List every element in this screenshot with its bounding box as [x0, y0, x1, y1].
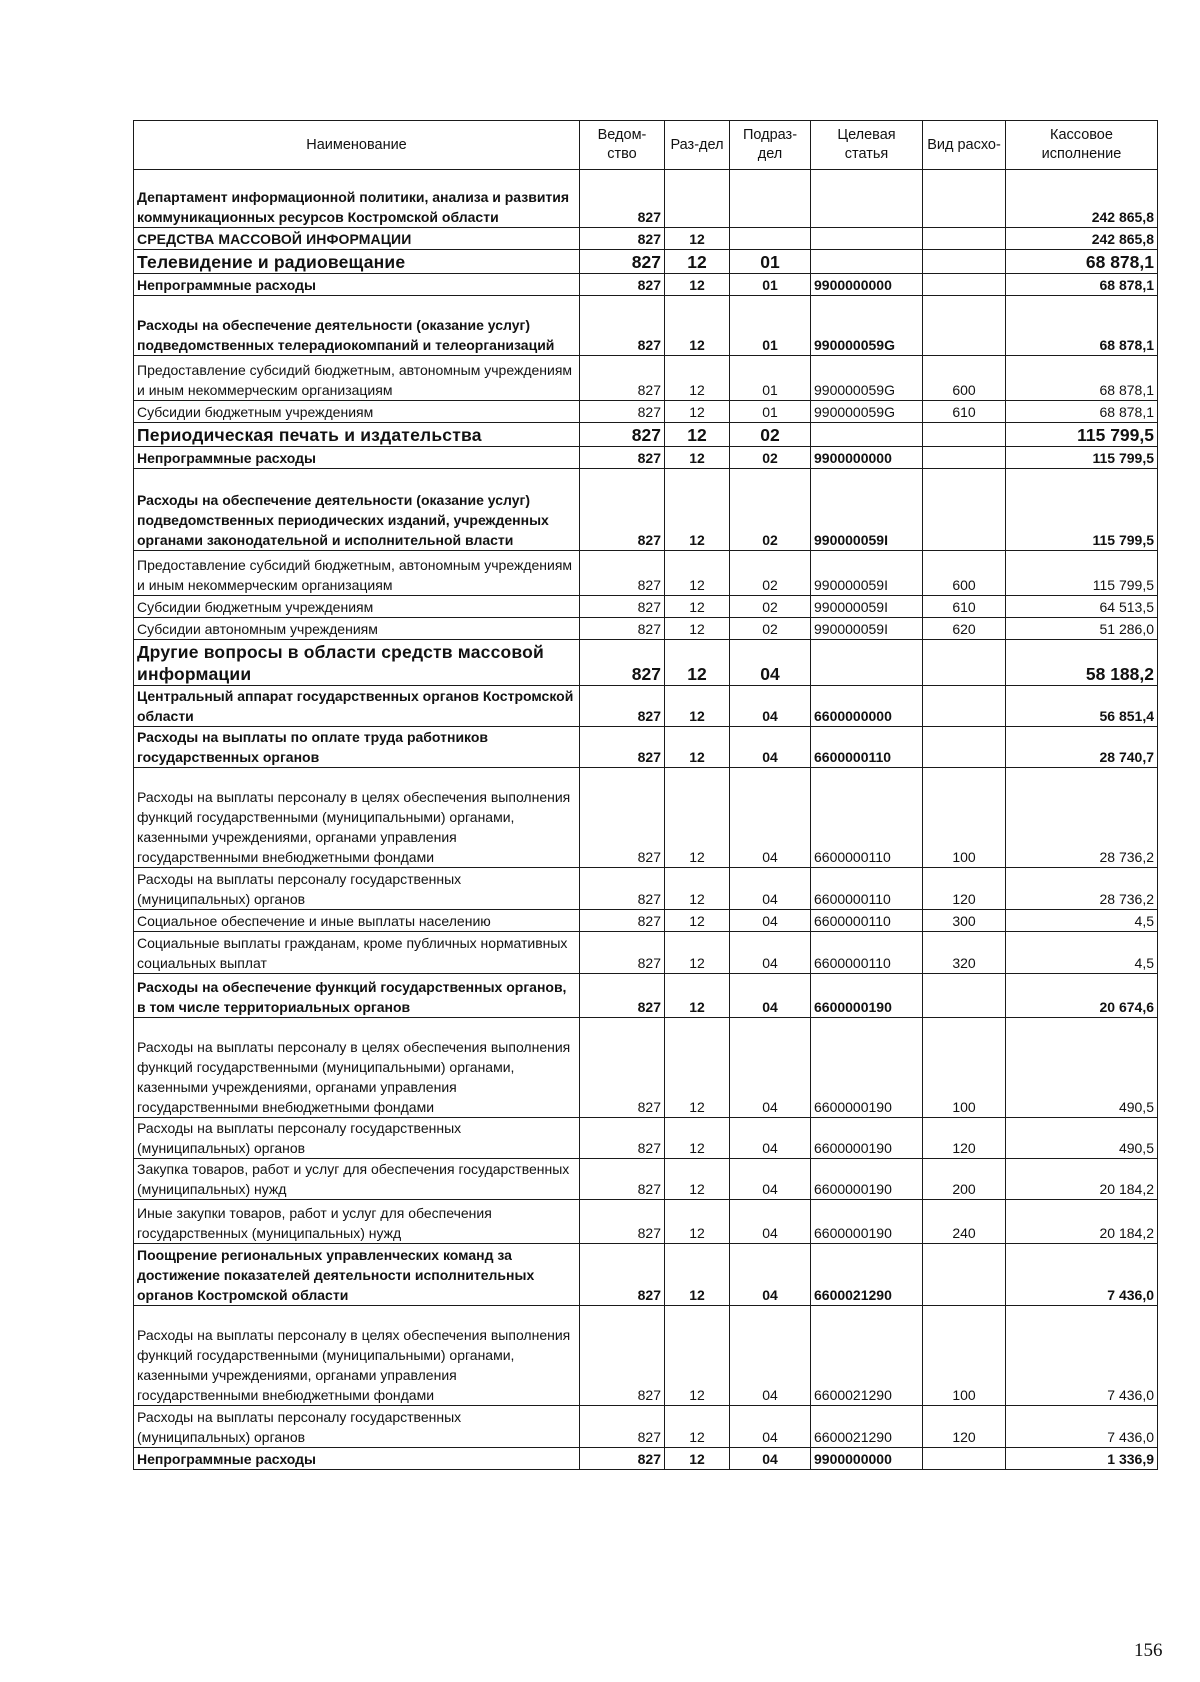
cell-raz: 12 [665, 551, 730, 596]
cell-ved: 827 [580, 868, 665, 910]
cell-sum: 68 878,1 [1006, 356, 1158, 401]
cell-ved: 827 [580, 1244, 665, 1306]
cell-ved: 827 [580, 250, 665, 274]
table-row [134, 868, 1158, 910]
cell-cel: 6600000190 [811, 1018, 923, 1118]
cell-pod: 02 [730, 423, 811, 447]
cell-pod: 04 [730, 1244, 811, 1306]
cell-ved: 827 [580, 274, 665, 296]
cell-cel: 990000059I [811, 596, 923, 618]
cell-ved: 827 [580, 910, 665, 932]
header-cel: Целевая статья [811, 121, 923, 170]
cell-sum: 68 878,1 [1006, 296, 1158, 356]
cell-vid: 240 [923, 1200, 1006, 1244]
cell-name: Закупка товаров, работ и услуг для обеспечения государственных (муниципальных) нужд [134, 1159, 580, 1200]
cell-raz: 12 [665, 447, 730, 469]
cell-ved: 827 [580, 551, 665, 596]
cell-raz: 12 [665, 274, 730, 296]
cell-name: Поощрение региональных управленческих команд за достижение показателей деятельности исполнительных органов Костромской области [134, 1244, 580, 1306]
cell-ved: 827 [580, 1018, 665, 1118]
cell-name: Расходы на выплаты персоналу государственных (муниципальных) органов [134, 1406, 580, 1448]
cell-raz: 12 [665, 686, 730, 727]
table-row [134, 1244, 1158, 1306]
cell-sum: 242 865,8 [1006, 170, 1158, 228]
cell-vid [923, 423, 1006, 447]
cell-pod: 04 [730, 974, 811, 1018]
cell-vid: 100 [923, 768, 1006, 868]
cell-raz: 12 [665, 1159, 730, 1200]
cell-ved: 827 [580, 401, 665, 423]
header-sum: Кассовое исполнение [1006, 121, 1158, 170]
cell-ved: 827 [580, 1118, 665, 1159]
cell-cel: 990000059I [811, 469, 923, 551]
cell-ved: 827 [580, 469, 665, 551]
cell-name: Расходы на обеспечение деятельности (оказание услуг) подведомственных периодических изданий, учрежденных органами законодательной и исполнительной власти [134, 469, 580, 551]
cell-pod: 04 [730, 686, 811, 727]
cell-raz: 12 [665, 296, 730, 356]
cell-sum: 115 799,5 [1006, 447, 1158, 469]
cell-ved: 827 [580, 932, 665, 974]
cell-sum: 28 736,2 [1006, 768, 1158, 868]
cell-cel: 6600000110 [811, 910, 923, 932]
cell-vid [923, 1244, 1006, 1306]
cell-pod: 01 [730, 274, 811, 296]
cell-sum: 4,5 [1006, 932, 1158, 974]
cell-vid [923, 296, 1006, 356]
cell-ved: 827 [580, 228, 665, 250]
cell-name: Непрограммные расходы [134, 274, 580, 296]
cell-ved: 827 [580, 1306, 665, 1406]
cell-ved: 827 [580, 618, 665, 640]
cell-cel: 990000059I [811, 551, 923, 596]
cell-ved: 827 [580, 1159, 665, 1200]
cell-sum: 490,5 [1006, 1018, 1158, 1118]
cell-pod: 02 [730, 551, 811, 596]
cell-raz: 12 [665, 1200, 730, 1244]
cell-cel: 990000059I [811, 618, 923, 640]
table-row [134, 640, 1158, 686]
table-row [134, 447, 1158, 469]
table-header-row [134, 121, 1158, 170]
cell-cel: 6600000110 [811, 727, 923, 768]
cell-raz: 12 [665, 1244, 730, 1306]
cell-sum: 68 878,1 [1006, 250, 1158, 274]
cell-raz: 12 [665, 974, 730, 1018]
cell-vid: 600 [923, 356, 1006, 401]
cell-cel [811, 423, 923, 447]
cell-sum: 20 184,2 [1006, 1159, 1158, 1200]
cell-ved: 827 [580, 1200, 665, 1244]
cell-sum: 115 799,5 [1006, 551, 1158, 596]
cell-ved: 827 [580, 640, 665, 686]
cell-cel [811, 640, 923, 686]
cell-pod: 04 [730, 640, 811, 686]
table-row [134, 551, 1158, 596]
cell-cel: 6600021290 [811, 1244, 923, 1306]
cell-raz: 12 [665, 868, 730, 910]
cell-name: Расходы на выплаты персоналу в целях обеспечения выполнения функций государственными (муниципальными) органами, казенными учреждениями, органами управления государственными внебюджетными фондами [134, 768, 580, 868]
table-row [134, 170, 1158, 228]
cell-cel: 6600000000 [811, 686, 923, 727]
cell-pod: 02 [730, 447, 811, 469]
table-row [134, 274, 1158, 296]
cell-sum: 28 740,7 [1006, 727, 1158, 768]
cell-cel: 6600000110 [811, 768, 923, 868]
cell-pod: 01 [730, 296, 811, 356]
table-row [134, 1448, 1158, 1470]
cell-raz: 12 [665, 1306, 730, 1406]
cell-cel: 6600000190 [811, 1200, 923, 1244]
cell-sum: 7 436,0 [1006, 1406, 1158, 1448]
cell-pod [730, 170, 811, 228]
cell-raz: 12 [665, 250, 730, 274]
cell-name: Другие вопросы в области средств массовой информации [134, 640, 580, 686]
cell-name: Непрограммные расходы [134, 447, 580, 469]
cell-vid [923, 447, 1006, 469]
cell-raz: 12 [665, 768, 730, 868]
cell-cel [811, 228, 923, 250]
cell-ved: 827 [580, 686, 665, 727]
cell-vid: 610 [923, 401, 1006, 423]
table-row [134, 356, 1158, 401]
cell-raz: 12 [665, 1406, 730, 1448]
cell-pod: 04 [730, 727, 811, 768]
cell-cel [811, 170, 923, 228]
cell-pod: 01 [730, 250, 811, 274]
cell-name: Социальные выплаты гражданам, кроме публичных нормативных социальных выплат [134, 932, 580, 974]
cell-pod: 04 [730, 1306, 811, 1406]
cell-raz [665, 170, 730, 228]
cell-sum: 20 184,2 [1006, 1200, 1158, 1244]
header-raz: Раз-дел [665, 121, 730, 170]
cell-pod: 04 [730, 910, 811, 932]
header-pod: Подраз-дел [730, 121, 811, 170]
cell-raz: 12 [665, 1018, 730, 1118]
table-row [134, 686, 1158, 727]
cell-raz: 12 [665, 423, 730, 447]
cell-sum: 7 436,0 [1006, 1244, 1158, 1306]
cell-name: Телевидение и радиовещание [134, 250, 580, 274]
cell-pod: 04 [730, 932, 811, 974]
table-row [134, 1406, 1158, 1448]
table-row [134, 1018, 1158, 1118]
cell-name: Расходы на выплаты персоналу в целях обеспечения выполнения функций государственными (муниципальными) органами, казенными учреждениями, органами управления государственными внебюджетными фондами [134, 1306, 580, 1406]
cell-vid [923, 469, 1006, 551]
cell-sum: 4,5 [1006, 910, 1158, 932]
cell-raz: 12 [665, 401, 730, 423]
cell-pod: 04 [730, 868, 811, 910]
cell-name: Предоставление субсидий бюджетным, автономным учреждениям и иным некоммерческим организациям [134, 356, 580, 401]
cell-vid: 120 [923, 1406, 1006, 1448]
table-row [134, 1159, 1158, 1200]
cell-sum: 56 851,4 [1006, 686, 1158, 727]
cell-ved: 827 [580, 296, 665, 356]
cell-pod: 02 [730, 469, 811, 551]
table-row [134, 401, 1158, 423]
header-name: Наименование [134, 121, 580, 170]
cell-sum: 20 674,6 [1006, 974, 1158, 1018]
cell-cel: 9900000000 [811, 1448, 923, 1470]
cell-vid [923, 274, 1006, 296]
cell-raz: 12 [665, 469, 730, 551]
cell-sum: 490,5 [1006, 1118, 1158, 1159]
cell-raz: 12 [665, 228, 730, 250]
cell-vid [923, 250, 1006, 274]
budget-execution-table [133, 120, 1158, 1470]
cell-vid [923, 170, 1006, 228]
cell-ved: 827 [580, 974, 665, 1018]
cell-vid [923, 1448, 1006, 1470]
cell-cel: 6600000190 [811, 1118, 923, 1159]
cell-name: Расходы на выплаты персоналу государственных (муниципальных) органов [134, 1118, 580, 1159]
cell-cel: 6600021290 [811, 1406, 923, 1448]
cell-sum: 115 799,5 [1006, 469, 1158, 551]
table-row [134, 768, 1158, 868]
cell-ved: 827 [580, 447, 665, 469]
cell-ved: 827 [580, 768, 665, 868]
cell-cel: 9900000000 [811, 274, 923, 296]
cell-raz: 12 [665, 356, 730, 401]
cell-pod: 02 [730, 596, 811, 618]
cell-name: СРЕДСТВА МАССОВОЙ ИНФОРМАЦИИ [134, 228, 580, 250]
cell-name: Расходы на выплаты персоналу в целях обеспечения выполнения функций государственными (муниципальными) органами, казенными учреждениями, органами управления государственными внебюджетными фондами [134, 1018, 580, 1118]
cell-raz: 12 [665, 727, 730, 768]
table-row [134, 1200, 1158, 1244]
table-row [134, 727, 1158, 768]
cell-pod: 02 [730, 618, 811, 640]
cell-vid: 610 [923, 596, 1006, 618]
cell-name: Расходы на обеспечение деятельности (оказание услуг) подведомственных телерадиокомпаний и телеорганизаций [134, 296, 580, 356]
cell-raz: 12 [665, 1118, 730, 1159]
cell-ved: 827 [580, 1406, 665, 1448]
cell-pod: 04 [730, 1406, 811, 1448]
cell-pod: 01 [730, 401, 811, 423]
cell-name: Периодическая печать и издательства [134, 423, 580, 447]
table-row [134, 974, 1158, 1018]
cell-vid: 300 [923, 910, 1006, 932]
page-number: 156 [1134, 1640, 1163, 1661]
cell-name: Социальное обеспечение и иные выплаты населению [134, 910, 580, 932]
cell-pod: 04 [730, 1159, 811, 1200]
cell-name: Центральный аппарат государственных органов Костромской области [134, 686, 580, 727]
cell-pod: 04 [730, 768, 811, 868]
cell-sum: 28 736,2 [1006, 868, 1158, 910]
cell-name: Расходы на выплаты персоналу государственных (муниципальных) органов [134, 868, 580, 910]
header-vid: Вид расхо- [923, 121, 1006, 170]
cell-ved: 827 [580, 596, 665, 618]
cell-vid [923, 640, 1006, 686]
cell-vid: 100 [923, 1018, 1006, 1118]
cell-cel [811, 250, 923, 274]
cell-name: Иные закупки товаров, работ и услуг для обеспечения государственных (муниципальных) нужд [134, 1200, 580, 1244]
cell-name: Субсидии бюджетным учреждениям [134, 401, 580, 423]
cell-sum: 68 878,1 [1006, 274, 1158, 296]
cell-vid: 620 [923, 618, 1006, 640]
cell-raz: 12 [665, 932, 730, 974]
cell-cel: 9900000000 [811, 447, 923, 469]
cell-raz: 12 [665, 1448, 730, 1470]
table-row [134, 596, 1158, 618]
cell-sum: 7 436,0 [1006, 1306, 1158, 1406]
table-row [134, 469, 1158, 551]
cell-name: Субсидии бюджетным учреждениям [134, 596, 580, 618]
cell-cel: 6600000110 [811, 932, 923, 974]
cell-vid: 120 [923, 868, 1006, 910]
cell-raz: 12 [665, 596, 730, 618]
cell-vid [923, 727, 1006, 768]
cell-cel: 990000059G [811, 401, 923, 423]
cell-raz: 12 [665, 618, 730, 640]
cell-ved: 827 [580, 727, 665, 768]
cell-vid [923, 228, 1006, 250]
table-row [134, 932, 1158, 974]
cell-name: Предоставление субсидий бюджетным, автономным учреждениям и иным некоммерческим организациям [134, 551, 580, 596]
table-row [134, 296, 1158, 356]
cell-vid: 320 [923, 932, 1006, 974]
cell-raz: 12 [665, 910, 730, 932]
cell-pod: 04 [730, 1200, 811, 1244]
cell-cel: 6600021290 [811, 1306, 923, 1406]
cell-vid [923, 974, 1006, 1018]
table-row [134, 1306, 1158, 1406]
cell-sum: 51 286,0 [1006, 618, 1158, 640]
cell-cel: 990000059G [811, 296, 923, 356]
cell-cel: 6600000110 [811, 868, 923, 910]
cell-vid: 100 [923, 1306, 1006, 1406]
table-row [134, 1118, 1158, 1159]
cell-cel: 990000059G [811, 356, 923, 401]
cell-vid [923, 686, 1006, 727]
cell-cel: 6600000190 [811, 974, 923, 1018]
cell-vid: 600 [923, 551, 1006, 596]
cell-ved: 827 [580, 423, 665, 447]
table-row [134, 250, 1158, 274]
cell-cel: 6600000190 [811, 1159, 923, 1200]
cell-sum: 58 188,2 [1006, 640, 1158, 686]
table-row [134, 910, 1158, 932]
cell-sum: 1 336,9 [1006, 1448, 1158, 1470]
cell-name: Расходы на обеспечение функций государственных органов, в том числе территориальных органов [134, 974, 580, 1018]
cell-ved: 827 [580, 170, 665, 228]
cell-vid: 200 [923, 1159, 1006, 1200]
header-ved: Ведом-ство [580, 121, 665, 170]
cell-sum: 64 513,5 [1006, 596, 1158, 618]
cell-sum: 68 878,1 [1006, 401, 1158, 423]
cell-name: Департамент информационной политики, анализа и развития коммуникационных ресурсов Костромской области [134, 170, 580, 228]
cell-pod: 04 [730, 1448, 811, 1470]
cell-sum: 115 799,5 [1006, 423, 1158, 447]
cell-raz: 12 [665, 640, 730, 686]
cell-pod: 01 [730, 356, 811, 401]
cell-sum: 242 865,8 [1006, 228, 1158, 250]
cell-ved: 827 [580, 1448, 665, 1470]
cell-name: Непрограммные расходы [134, 1448, 580, 1470]
cell-name: Субсидии автономным учреждениям [134, 618, 580, 640]
table-row [134, 228, 1158, 250]
cell-pod: 04 [730, 1118, 811, 1159]
cell-ved: 827 [580, 356, 665, 401]
cell-pod: 04 [730, 1018, 811, 1118]
cell-pod [730, 228, 811, 250]
table-row [134, 423, 1158, 447]
cell-vid: 120 [923, 1118, 1006, 1159]
cell-name: Расходы на выплаты по оплате труда работников государственных органов [134, 727, 580, 768]
table-row [134, 618, 1158, 640]
